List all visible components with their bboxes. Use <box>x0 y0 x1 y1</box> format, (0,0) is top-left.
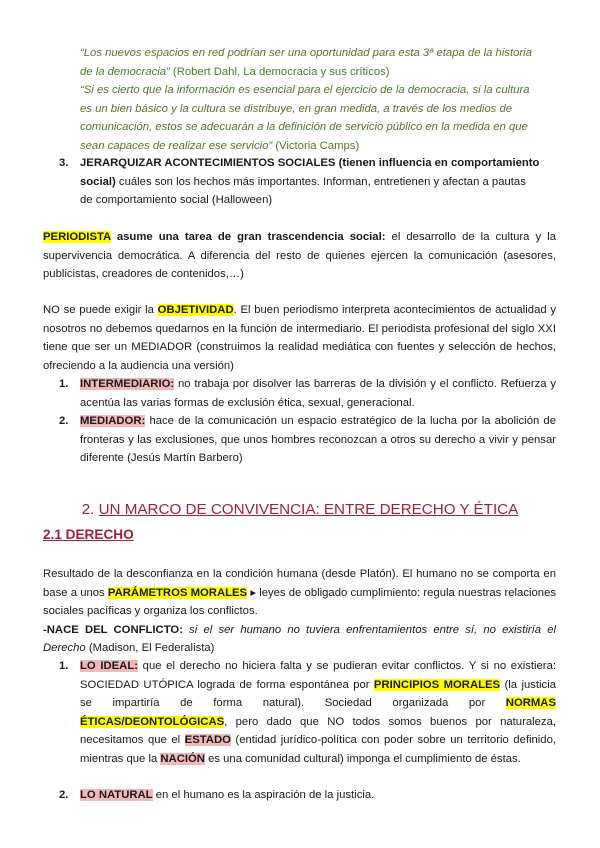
item-text: , pero dado que NO todos somos buenos por naturaleza, necesitamos que el <box>80 715 556 747</box>
quote-line: sean capaces de realizar ese servicio” <box>80 139 273 152</box>
nace-italic: si el ser humano no tuviera enfrentamientos entre sí, no existiría el Derecho <box>43 623 556 655</box>
highlight-lo-ideal: LO IDEAL: <box>80 660 138 672</box>
paragraph-text: . El buen periodismo interpreta acontecimientos de actualidad y nosotros no debemos quedarnos en la función de intermediario. El periodista profesional del siglo XXI tiene que ser un MEDIADOR (construimos la realidad mediática con fuentes y selección de hechos, ofreciendo a la audiencia una versión) <box>43 304 556 372</box>
list-item-intermediario <box>59 375 556 412</box>
paragraph-text: NO se puede exigir la <box>43 304 158 316</box>
highlight-parametros-morales: PARÁMETROS MORALES <box>107 586 248 599</box>
highlight-lo-natural: LO NATURAL <box>80 789 153 801</box>
quote-author: (Victoria Camps) <box>272 139 360 152</box>
highlight-nacion: NACIÓN <box>160 752 205 765</box>
highlight-objetividad: OBJETIVIDAD <box>157 304 234 316</box>
list-item-mediador <box>59 412 556 468</box>
item-text: no trabaja por disolver las barreras de la división y el conflicto. Refuerza y acentúa las varias formas de exclusión ética, sexual, generacional. <box>80 378 556 409</box>
item-text: es una comunidad cultural) imponga el cumplimiento de éstas. <box>204 752 521 765</box>
section-heading-2 <box>0 499 600 521</box>
quote-camps <box>80 81 560 155</box>
item-title-end: social) <box>80 175 116 188</box>
item-text: (la justicia se impartiría de forma natural). Sociedad organizada por <box>80 678 556 710</box>
quote-author: (Robert Dahl, La democracia y sus críticos) <box>169 65 390 78</box>
item-text: (entidad jurídico-política con poder sobre un territorio definido, mientras que la <box>80 734 556 765</box>
nace-label: -NACE DEL CONFLICTO: <box>43 623 183 636</box>
item-text: de comportamiento social (Halloween) <box>80 194 273 207</box>
list-number: 2. <box>59 415 69 427</box>
item-title: JERARQUIZAR ACONTECIMIENTOS SOCIALES (tienen influencia en comportamiento <box>80 157 540 169</box>
bold-text: asume una tarea de gran trascendencia social: <box>110 231 386 243</box>
item-text: en el humano es la aspiración de la justicia. <box>152 789 375 801</box>
paragraph-text: el desarrollo de la cultura y la supervivencia democrática. A diferencia del resto de quienes ejercen la comunicación (asesores, publicistas, creadores de contenidos,…) <box>43 231 556 281</box>
item-text: que el derecho no hiciera falta y se pudieran evitar conflictos. Y si no existiera: SOCIEDAD UTÓPICA lograda de forma espontánea por <box>80 660 556 691</box>
paragraph-objetividad <box>43 301 556 375</box>
section-heading-2-1: 2.1 DERECHO <box>43 527 134 542</box>
list-number: 3. <box>59 157 69 169</box>
highlight-periodista: PERIODISTA <box>43 231 111 243</box>
highlight-intermediario: INTERMEDIARIO: <box>80 378 175 390</box>
section-number: 2. <box>81 501 95 518</box>
paragraph-periodista <box>43 228 556 284</box>
list-number: 1. <box>59 378 69 390</box>
list-item-jerarquizar <box>59 154 559 210</box>
item-text: hace de la comunicación un espacio estratégico de la lucha por la abolición de fronteras y las exclusiones, que unos hombres reconozcan a otros su derecho a vivir y pensar diferente (Jesús Martín Barbero) <box>80 415 556 465</box>
item-text: cuáles son los hechos más importantes. Informan, entretienen y afectan a pautas <box>115 175 526 188</box>
quote-line: “Los nuevos espacios en red podrían ser una oportunidad para esta 3ª etapa de la historia <box>80 47 532 59</box>
quote-line: de la democracia” <box>80 65 170 78</box>
list-item-lo-natural <box>59 786 556 805</box>
list-item-lo-ideal <box>59 657 556 769</box>
paragraph-text: Resultado de la desconfianza en la condición humana (desde Platón). El humano no se comporta en base a unos <box>43 568 556 599</box>
highlight-normas-eticas: NORMAS ÉTICAS/DEONTOLÓGICAS <box>80 697 556 728</box>
quote-line: es un bien básico y la cultura se distribuye, en gran medida, a través de los medios de <box>80 102 513 115</box>
highlight-principios-morales: PRINCIPIOS MORALES <box>373 678 501 691</box>
highlight-mediador: MEDIADOR: <box>80 415 146 427</box>
nace-ref: (Madison, El Federalista) <box>85 642 215 655</box>
quote-line: comunicación, estos se adecuarán a la definición de servicio público en la medida en que <box>80 121 528 134</box>
quote-dahl <box>80 44 560 81</box>
quote-line: “Si es cierto que la información es esencial para el ejercicio de la democracia, si la cultura <box>80 84 530 96</box>
list-number: 1. <box>59 660 69 672</box>
paragraph-derecho <box>43 565 556 658</box>
list-number: 2. <box>59 789 69 801</box>
highlight-estado: ESTADO <box>184 734 231 747</box>
section-title: UN MARCO DE CONVIVENCIA: ENTRE DERECHO Y ÉTICA <box>98 501 519 518</box>
paragraph-text: ▸ leyes de obligado cumplimiento: regula nuestras relaciones sociales pacíficas y organiza los conflictos. <box>43 586 556 618</box>
